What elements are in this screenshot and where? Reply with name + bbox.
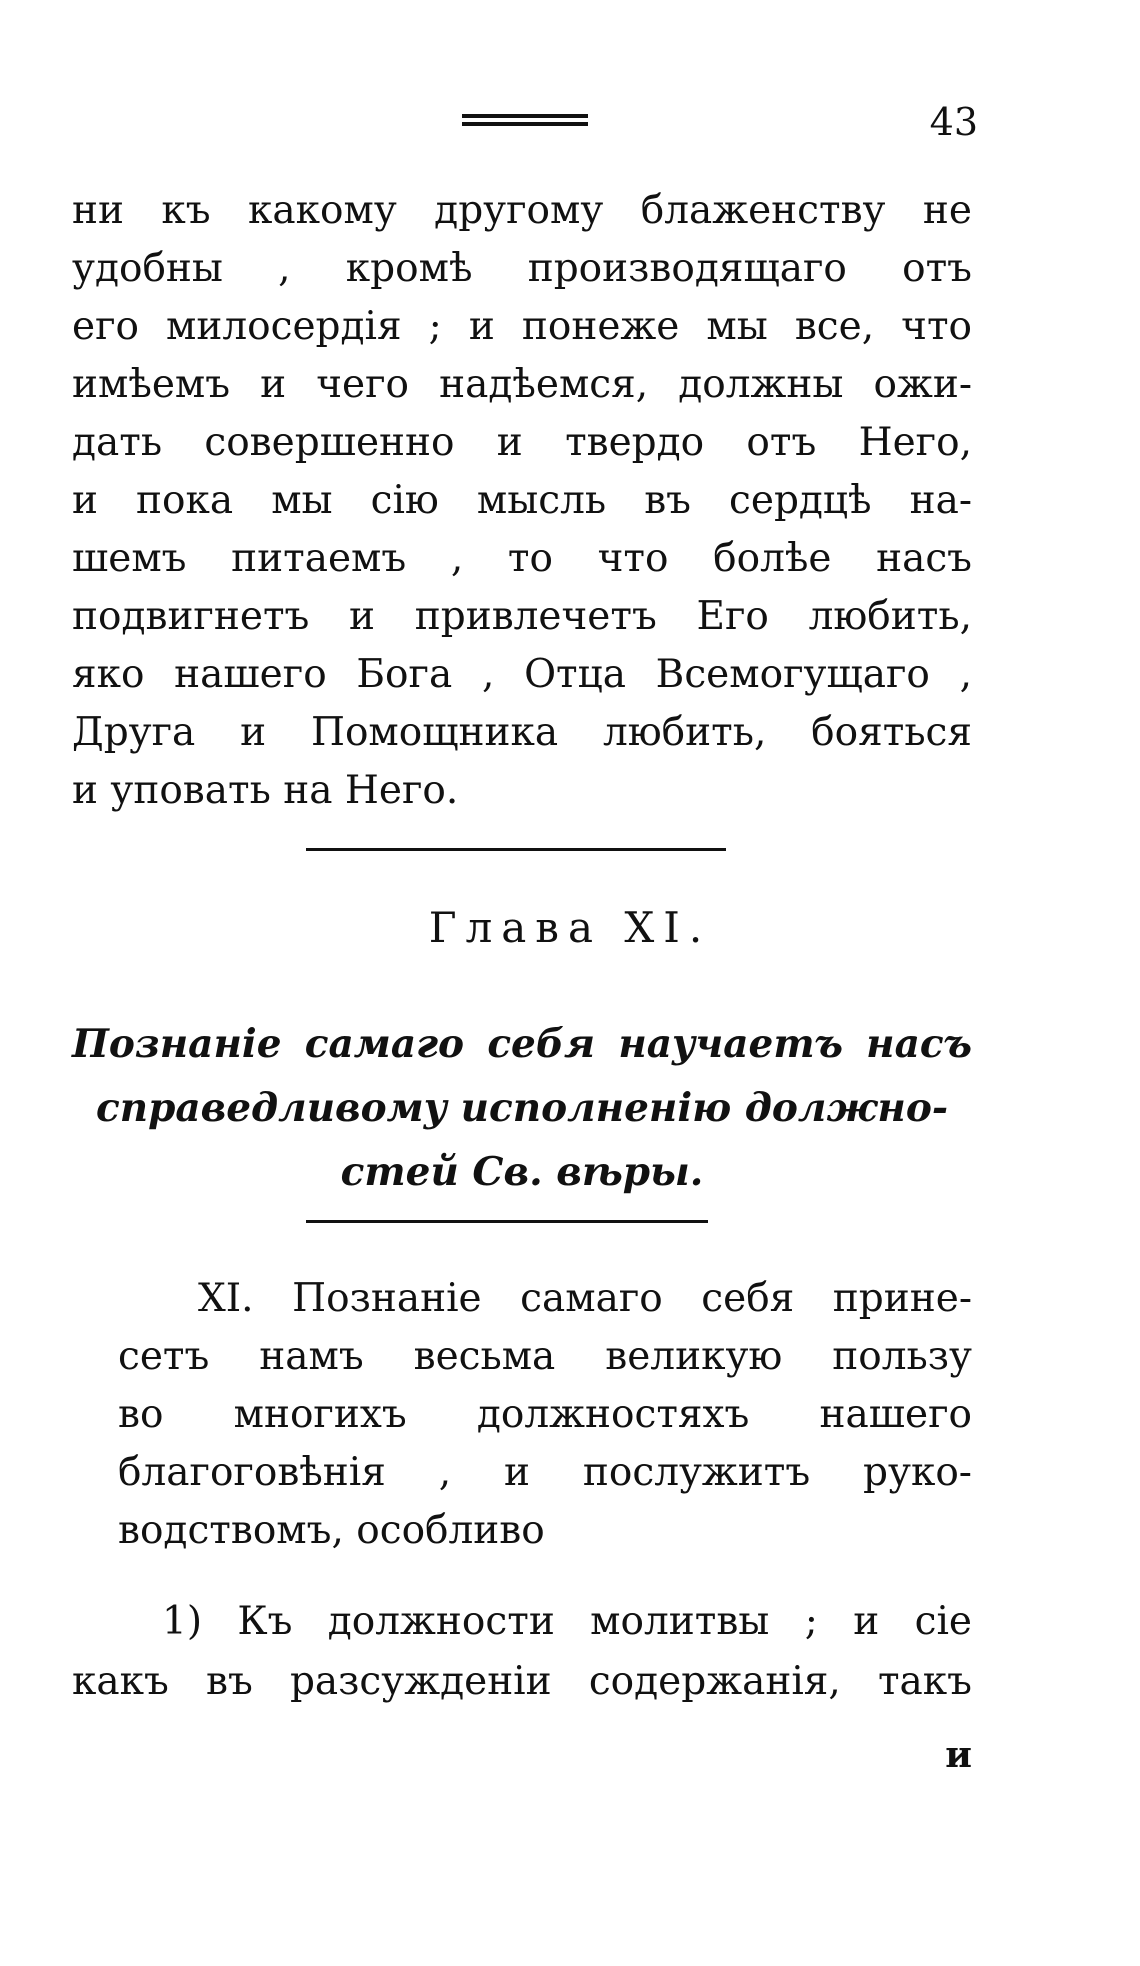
text-line: какъ въ разсужденіи содержанія, такъ	[72, 1659, 972, 1704]
section-divider	[306, 1220, 708, 1223]
text-line: сетъ намъ весьма великую пользу	[118, 1334, 972, 1379]
text-line: во многихъ должностяхъ нашего	[118, 1392, 972, 1437]
text-line: водствомъ, особливо	[118, 1508, 545, 1553]
page-number: 43	[929, 100, 978, 144]
summary-line: стей Св. вѣры.	[340, 1149, 704, 1195]
catchword: и	[945, 1734, 972, 1776]
chapter-title: Глава XI.	[428, 903, 712, 952]
chapter-summary	[72, 1012, 972, 1204]
text-line: шемъ питаемъ , то что болѣе насъ	[72, 536, 972, 581]
text-line: имѣемъ и чего надѣемся, должны ожи-	[72, 362, 972, 407]
paragraph-1	[72, 182, 972, 820]
text-line: удобны , кромѣ производящаго отъ	[72, 246, 972, 291]
header-rule	[462, 114, 588, 126]
summary-line: справедливому исполненію должно-	[95, 1085, 949, 1131]
paragraph-3	[72, 1592, 972, 1712]
paragraph-2	[118, 1270, 972, 1560]
text-line: и уповать на Него.	[72, 768, 459, 813]
text-line: и пока мы сію мысль въ сердцѣ на-	[72, 478, 972, 523]
text-line: дать совершенно и твердо отъ Него,	[72, 420, 972, 465]
summary-line: Познаніе самаго себя научаетъ насъ	[72, 1021, 972, 1067]
text-line: яко нашего Бога , Отца Всемогущаго ,	[72, 652, 972, 697]
text-line: Друга и Помощника любить, бояться	[72, 710, 972, 755]
text-line: 1) Къ должности молитвы ; и сіе	[162, 1599, 972, 1644]
text-line: XI. Познаніе самаго себя прине-	[198, 1276, 972, 1321]
text-line: его милосердія ; и понеже мы все, что	[72, 304, 972, 349]
text-line: благоговѣнія , и послужитъ руко-	[118, 1450, 972, 1495]
section-divider	[306, 848, 726, 851]
text-line: подвигнетъ и привлечетъ Его любить,	[72, 594, 972, 639]
text-line: ни къ какому другому блаженству не	[72, 188, 972, 233]
